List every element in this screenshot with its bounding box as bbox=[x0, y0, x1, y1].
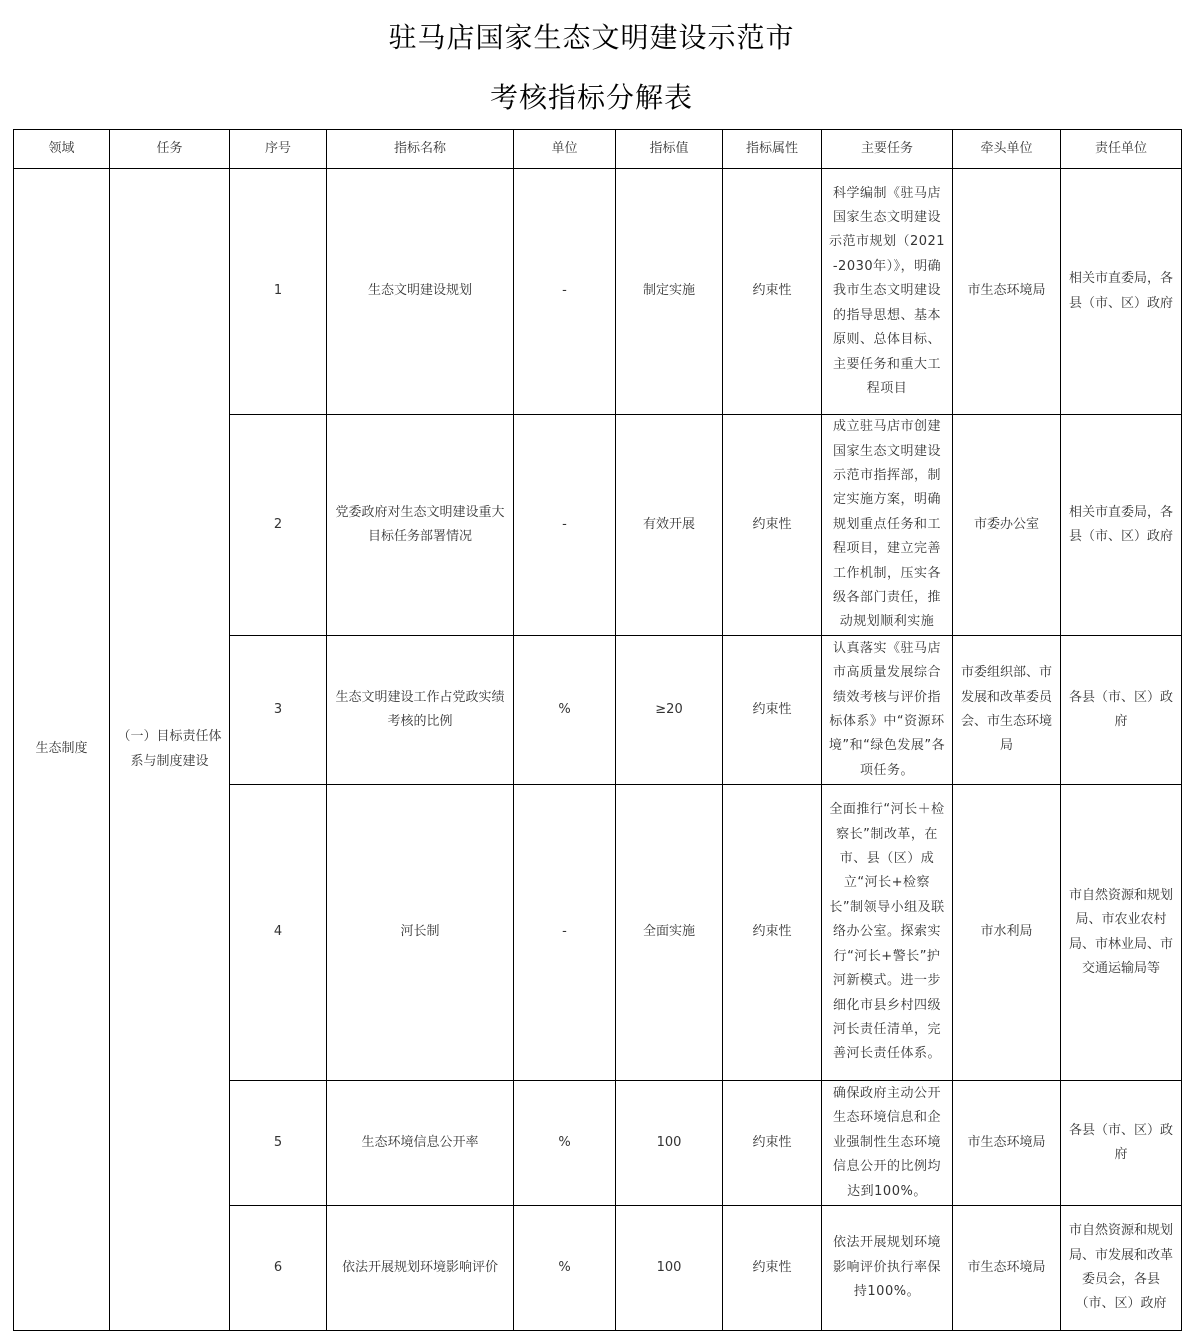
indicator-unit: - bbox=[514, 169, 616, 415]
indicator-name: 生态环境信息公开率 bbox=[327, 1081, 514, 1206]
document-title: 驻马店国家生态文明建设示范市 bbox=[388, 21, 795, 54]
main-task-cell: 依法开展规划环境影响评价执行率保持100%。 bbox=[822, 1206, 953, 1331]
indicator-unit: % bbox=[514, 1081, 616, 1206]
main-task-cell: 科学编制《驻马店国家生态文明建设示范市规划（2021-2030年）》，明确我市生态文明建设的指导思想、基本原则、总体目标、主要任务和重大工程项目 bbox=[822, 169, 953, 415]
indicator-value: 有效开展 bbox=[616, 415, 723, 636]
indicator-attribute: 约束性 bbox=[723, 415, 822, 636]
indicator-attribute: 约束性 bbox=[723, 636, 822, 785]
indicator-name: 生态文明建设工作占党政实绩考核的比例 bbox=[327, 636, 514, 785]
header-cell: 指标值 bbox=[616, 130, 723, 169]
lead-unit-cell: 市水利局 bbox=[953, 785, 1061, 1081]
row-number: 2 bbox=[230, 415, 327, 636]
main-task-cell: 全面推行“河长＋检察长”制改革，在市、县（区）成立“河长+检察长”制领导小组及联络办公室。探索实行“河长+警长”护河新模式。进一步细化市县乡村四级河长责任清单，完善河长责任体系。 bbox=[822, 785, 953, 1081]
indicator-table bbox=[13, 129, 1182, 1331]
table-header-row bbox=[14, 130, 1182, 169]
indicator-unit: % bbox=[514, 636, 616, 785]
indicator-attribute: 约束性 bbox=[723, 785, 822, 1081]
row-number: 6 bbox=[230, 1206, 327, 1331]
main-task-cell: 确保政府主动公开生态环境信息和企业强制性生态环境信息公开的比例均达到100%。 bbox=[822, 1081, 953, 1206]
responsible-unit-cell: 相关市直委局，各县（市、区）政府 bbox=[1061, 169, 1182, 415]
responsible-unit-cell: 市自然资源和规划局、市农业农村局、市林业局、市交通运输局等 bbox=[1061, 785, 1182, 1081]
responsible-unit-cell: 各县（市、区）政府 bbox=[1061, 636, 1182, 785]
indicator-attribute: 约束性 bbox=[723, 169, 822, 415]
indicator-value: 制定实施 bbox=[616, 169, 723, 415]
indicator-value: ≥20 bbox=[616, 636, 723, 785]
indicator-unit: - bbox=[514, 785, 616, 1081]
header-cell: 责任单位 bbox=[1061, 130, 1182, 169]
lead-unit-cell: 市生态环境局 bbox=[953, 1081, 1061, 1206]
responsible-unit-cell: 各县（市、区）政府 bbox=[1061, 1081, 1182, 1206]
row-number: 3 bbox=[230, 636, 327, 785]
domain-cell: 生态制度 bbox=[14, 169, 110, 1331]
row-number: 4 bbox=[230, 785, 327, 1081]
header-cell: 单位 bbox=[514, 130, 616, 169]
lead-unit-cell: 市委组织部、市发展和改革委员会、市生态环境局 bbox=[953, 636, 1061, 785]
lead-unit-cell: 市生态环境局 bbox=[953, 169, 1061, 415]
header-cell: 主要任务 bbox=[822, 130, 953, 169]
indicator-name: 河长制 bbox=[327, 785, 514, 1081]
lead-unit-cell: 市生态环境局 bbox=[953, 1206, 1061, 1331]
main-task-cell: 认真落实《驻马店市高质量发展综合绩效考核与评价指标体系》中“资源环境”和“绿色发展”各项任务。 bbox=[822, 636, 953, 785]
header-cell: 领域 bbox=[14, 130, 110, 169]
indicator-unit: - bbox=[514, 415, 616, 636]
indicator-attribute: 约束性 bbox=[723, 1081, 822, 1206]
header-cell: 牵头单位 bbox=[953, 130, 1061, 169]
task-cell: （一）目标责任体系与制度建设 bbox=[110, 169, 230, 1331]
row-number: 1 bbox=[230, 169, 327, 415]
main-task-cell: 成立驻马店市创建国家生态文明建设示范市指挥部，制定实施方案，明确规划重点任务和工程项目，建立完善工作机制，压实各级各部门责任，推动规划顺利实施 bbox=[822, 415, 953, 636]
indicator-value: 100 bbox=[616, 1206, 723, 1331]
header-cell: 指标名称 bbox=[327, 130, 514, 169]
table-row bbox=[14, 169, 1182, 415]
header-cell: 指标属性 bbox=[723, 130, 822, 169]
indicator-name: 依法开展规划环境影响评价 bbox=[327, 1206, 514, 1331]
lead-unit-cell: 市委办公室 bbox=[953, 415, 1061, 636]
row-number: 5 bbox=[230, 1081, 327, 1206]
indicator-name: 生态文明建设规划 bbox=[327, 169, 514, 415]
indicator-value: 全面实施 bbox=[616, 785, 723, 1081]
indicator-attribute: 约束性 bbox=[723, 1206, 822, 1331]
document-subtitle: 考核指标分解表 bbox=[489, 81, 693, 114]
responsible-unit-cell: 市自然资源和规划局、市发展和改革委员会，各县（市、区）政府 bbox=[1061, 1206, 1182, 1331]
header-cell: 任务 bbox=[110, 130, 230, 169]
indicator-name: 党委政府对生态文明建设重大目标任务部署情况 bbox=[327, 415, 514, 636]
responsible-unit-cell: 相关市直委局，各县（市、区）政府 bbox=[1061, 415, 1182, 636]
indicator-value: 100 bbox=[616, 1081, 723, 1206]
header-cell: 序号 bbox=[230, 130, 327, 169]
indicator-unit: % bbox=[514, 1206, 616, 1331]
